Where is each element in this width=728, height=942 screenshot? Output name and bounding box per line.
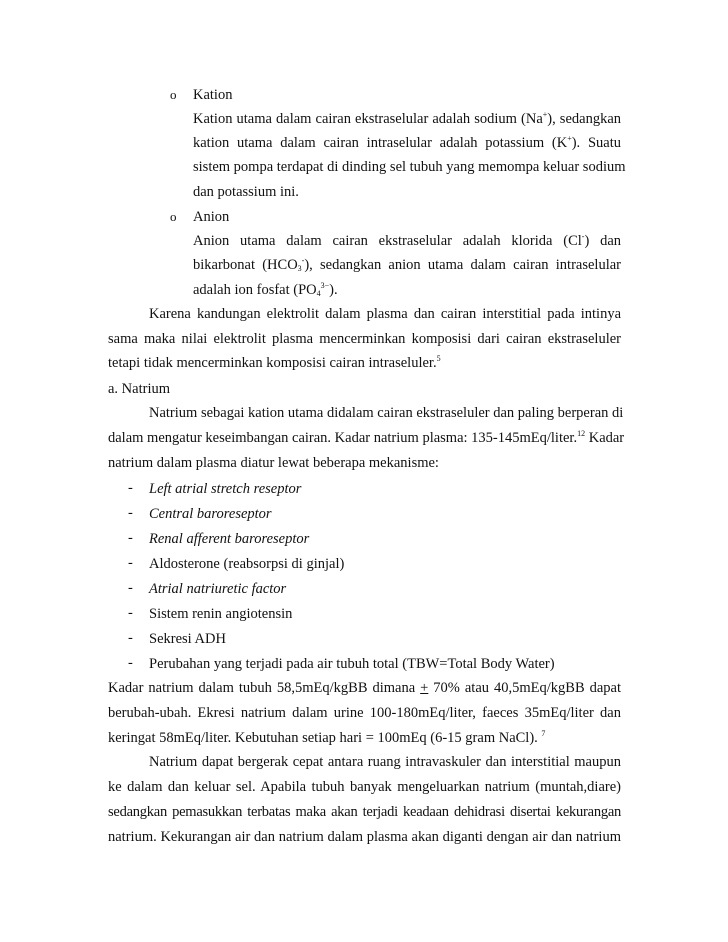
para2-line-1: Natrium sebagai kation utama didalam cairan ekstraseluler dan paling berperan di [149, 405, 624, 421]
dash-marker: - [128, 480, 133, 496]
mechanism-item: Perubahan yang terjadi pada air tubuh total (TBW=Total Body Water) [149, 656, 555, 672]
anion-title: Anion [193, 209, 230, 225]
anion-line-1: Anion utama dalam cairan ekstraselular adalah klorida (Cl-) dan [193, 232, 622, 249]
kation-line-4: dan potassium ini. [193, 184, 299, 200]
mechanism-item: Sekresi ADH [149, 631, 226, 647]
mechanism-item: Renal afferent baroreseptor [149, 531, 310, 547]
para1-line-2: sama maka nilai elektrolit plasma mencerminkan komposisi dari cairan ekstraseluler [108, 331, 621, 347]
para3-line-3: keringat 58mEq/liter. Kebutuhan setiap hari = 100mEq (6-15 gram NaCl). $^7$ [108, 729, 546, 746]
dash-marker: - [128, 555, 133, 571]
kation-title: Kation [193, 87, 233, 103]
para2-line-3: natrium dalam plasma diatur lewat beberapa mekanisme: [108, 455, 439, 471]
para4-line-2: ke dalam dan keluar sel. Apabila tubuh banyak mengeluarkan natrium (muntah,diare) [108, 779, 621, 795]
mechanism-item: Aldosterone (reabsorpsi di ginjal) [149, 556, 345, 572]
dash-marker: - [128, 605, 133, 621]
mechanism-item: Atrial natriuretic factor [149, 581, 287, 597]
para4-line-3: sedangkan pemasukkan terbatas maka akan terjadi keadaan dehidrasi disertai kekurangan [108, 804, 621, 820]
para4-line-4: natrium. Kekurangan air dan natrium dalam plasma akan diganti dengan air dan natrium [108, 829, 621, 845]
mechanism-item: Central baroreseptor [149, 506, 272, 522]
bullet-marker: o [170, 209, 177, 224]
para1-line-1: Karena kandungan elektrolit dalam plasma dan cairan interstitial pada intinya [149, 306, 621, 322]
dash-marker: - [128, 655, 133, 671]
para3-line-2: berubah-ubah. Ekresi natrium dalam urine 100-180mEq/liter, faeces 35mEq/liter dan [108, 705, 621, 721]
mechanism-item: Left atrial stretch reseptor [149, 481, 302, 497]
dash-marker: - [128, 505, 133, 521]
para1-line-3: tetapi tidak mencerminkan komposisi cairan intraseluler.$^5$ [108, 354, 441, 371]
section-heading-natrium: a. Natrium [108, 381, 171, 397]
anion-line-2: bikarbonat $(HCO_3^-)$, sedangkan anion utama dalam cairan intraselular [193, 256, 621, 273]
kation-line-1: Kation utama dalam cairan ekstraselular adalah sodium (Na+), sedangkan [193, 110, 622, 127]
kation-line-2: kation utama dalam cairan intraselular adalah potassium (K+). Suatu [193, 134, 621, 151]
para2-line-2: dalam mengatur keseimbangan cairan. Kadar natrium plasma: 135-145mEq/liter.$^{12}$ Kadar [108, 429, 625, 446]
kation-line-3: sistem pompa terdapat di dinding sel tubuh yang memompa keluar sodium [193, 159, 626, 175]
para3-line-1: Kadar natrium dalam tubuh 58,5mEq/kgBB dimana + 70% atau 40,5mEq/kgBB dapat [108, 680, 621, 696]
dash-marker: - [128, 630, 133, 646]
dash-marker: - [128, 580, 133, 596]
bullet-marker: o [170, 87, 177, 102]
para4-line-1: Natrium dapat bergerak cepat antara ruang intravaskuler dan interstitial maupun [149, 754, 621, 770]
mechanism-item: Sistem renin angiotensin [149, 606, 293, 622]
dash-marker: - [128, 530, 133, 546]
anion-line-3: adalah ion fosfat $(PO_4^{3-})$. [193, 281, 338, 298]
